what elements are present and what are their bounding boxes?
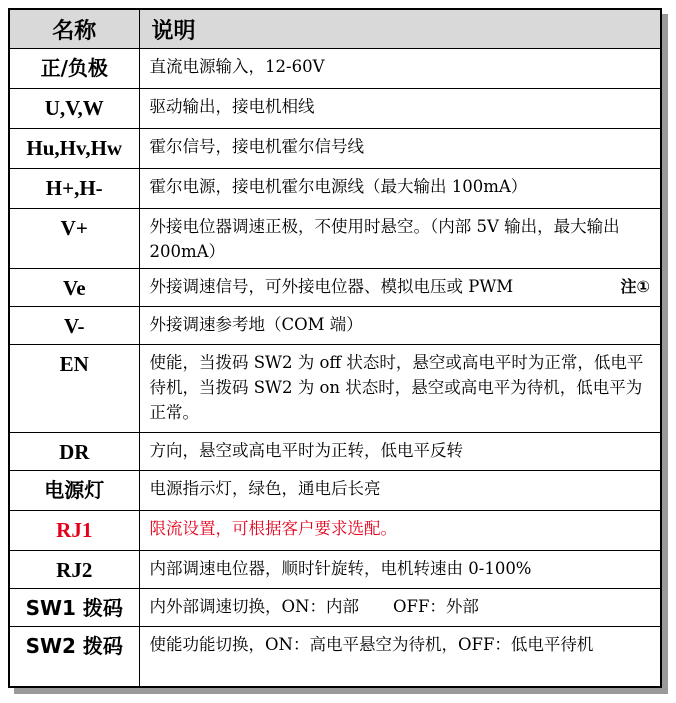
row-desc-part-b: OFF：外部 [392, 597, 479, 616]
row-name: RJ2 [9, 551, 139, 589]
table-row [9, 627, 661, 687]
row-desc: 驱动输出，接电机相线 [139, 89, 661, 129]
row-desc: 外接电位器调速正极，不使用时悬空。（内部 5V 输出，最大输出 200mA） [139, 209, 661, 269]
row-name: V- [9, 307, 139, 345]
row-name: V+ [9, 209, 139, 269]
header-desc: 说明 [139, 9, 661, 49]
row-desc-text: 外接调速信号，可外接电位器、模拟电压或 PWM [149, 277, 514, 296]
row-name: SW2 拨码 [9, 627, 139, 687]
row-name: 电源灯 [9, 471, 139, 511]
row-desc: 外接调速参考地（COM 端） [139, 307, 661, 345]
row-desc: 霍尔电源，接电机霍尔电源线（最大输出 100mA） [139, 169, 661, 209]
row-name: H+,H- [9, 169, 139, 209]
row-name: DR [9, 433, 139, 471]
row-desc: 电源指示灯，绿色，通电后长亮 [139, 471, 661, 511]
row-name: RJ1 [9, 511, 139, 551]
table-row [9, 551, 661, 589]
table-row [9, 209, 661, 269]
table-row [9, 129, 661, 169]
row-desc: 内部调速电位器，顺时针旋转，电机转速由 0-100% [139, 551, 661, 589]
row-name: U,V,W [9, 89, 139, 129]
table-row [9, 345, 661, 433]
table-row [9, 589, 661, 627]
spec-table-container [8, 8, 662, 688]
table-row [9, 89, 661, 129]
row-desc: 方向，悬空或高电平时为正转，低电平反转 [139, 433, 661, 471]
row-desc: 限流设置，可根据客户要求选配。 [139, 511, 661, 551]
table-row [9, 433, 661, 471]
table-row [9, 511, 661, 551]
row-name: Ve [9, 269, 139, 307]
table-row [9, 307, 661, 345]
header-name: 名称 [9, 9, 139, 49]
table-header-row [9, 9, 661, 49]
footnote-marker: 注① [620, 277, 650, 296]
table-row [9, 471, 661, 511]
terminal-description-table [8, 8, 662, 688]
row-desc: 使能，当拨码 SW2 为 off 状态时，悬空或高电平时为正常，低电平待机，当拨码 SW2 为 on 状态时，悬空或高电平为待机，低电平为正常。 [139, 345, 661, 433]
row-name: SW1 拨码 [9, 589, 139, 627]
row-desc: 使能功能切换，ON：高电平悬空为待机，OFF：低电平待机 [139, 627, 661, 687]
row-desc: 直流电源输入，12-60V [139, 49, 661, 89]
table-row [9, 269, 661, 307]
row-name: Hu,Hv,Hw [9, 129, 139, 169]
row-desc [139, 269, 661, 307]
row-name: EN [9, 345, 139, 433]
row-desc-part-a: 内外部调速切换，ON：内部 [149, 597, 359, 616]
table-row [9, 169, 661, 209]
row-desc: 霍尔信号，接电机霍尔信号线 [139, 129, 661, 169]
row-name: 正/负极 [9, 49, 139, 89]
row-desc [139, 589, 661, 627]
table-row [9, 49, 661, 89]
